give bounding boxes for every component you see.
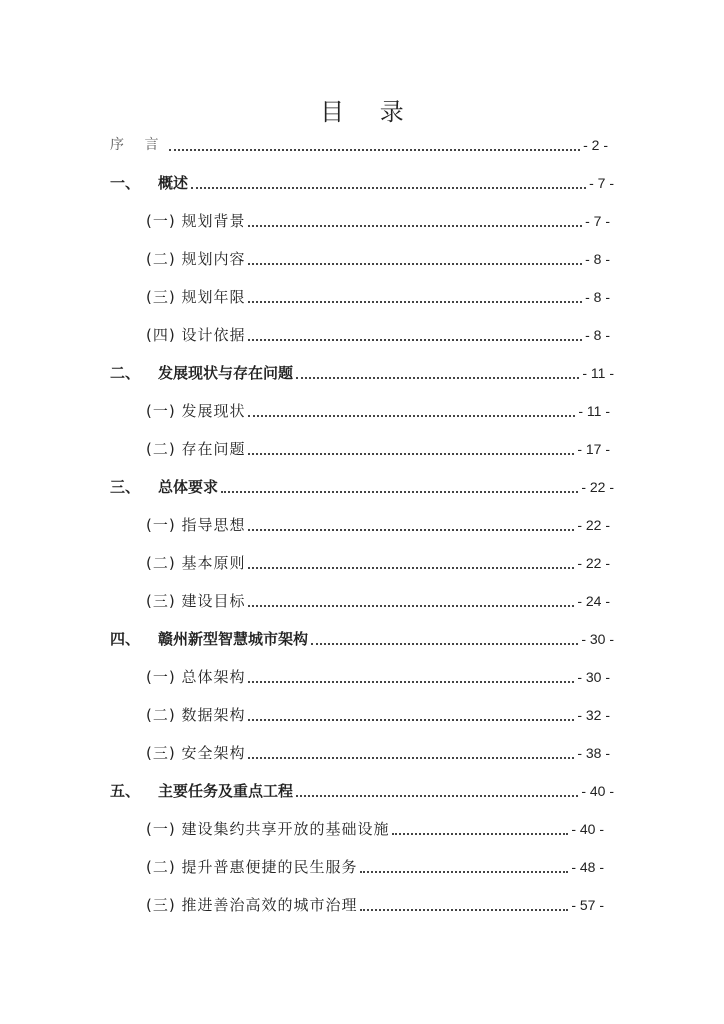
dot-leader (296, 376, 579, 379)
chapter-number: 五、 (110, 782, 141, 800)
toc-entry-section[interactable] (146, 323, 610, 347)
toc-entry-label: (一) 总体架构 (146, 668, 246, 686)
toc-entry-label: (二) 规划内容 (146, 250, 246, 268)
toc-entry-section[interactable] (146, 399, 610, 423)
page-title: 目 录 (320, 98, 418, 126)
dot-leader (248, 414, 575, 417)
dot-leader (311, 642, 578, 645)
dot-leader (248, 262, 582, 265)
toc-entry-label: (一) 指导思想 (146, 516, 246, 534)
toc-entry-page: - 7 - (585, 213, 610, 229)
toc-entry-preface[interactable] (110, 133, 608, 157)
toc-entry-page: - 11 - (578, 403, 610, 419)
dot-leader (248, 452, 574, 455)
dot-leader (360, 908, 568, 911)
toc-entry-section[interactable] (146, 285, 610, 309)
toc-entry-page: - 40 - (571, 821, 604, 837)
toc-entry-label: (二) 提升普惠便捷的民生服务 (146, 858, 358, 876)
toc-entry-section[interactable] (146, 247, 610, 271)
dot-leader (248, 224, 582, 227)
chapter-number: 一、 (110, 174, 141, 192)
toc-entry-section[interactable] (146, 741, 610, 765)
toc-entry-section[interactable] (146, 703, 610, 727)
toc-entry-page: - 22 - (577, 517, 610, 533)
toc-entry-page: - 57 - (571, 897, 604, 913)
toc-entry-section[interactable] (146, 551, 610, 575)
toc-entry-page: - 48 - (571, 859, 604, 875)
toc-entry-label: (三) 推进善治高效的城市治理 (146, 896, 358, 914)
toc-entry-chapter[interactable] (110, 361, 614, 385)
toc-entry-chapter[interactable] (110, 171, 614, 195)
toc-entry-label: (四) 设计依据 (146, 326, 246, 344)
dot-leader (191, 186, 586, 189)
toc-entry-page: - 8 - (585, 251, 610, 267)
toc-entry-label: (三) 规划年限 (146, 288, 246, 306)
toc-entry-section[interactable] (146, 437, 610, 461)
toc-entry-page: - 2 - (583, 137, 608, 153)
dot-leader (296, 794, 578, 797)
toc-entry-page: - 40 - (581, 783, 614, 799)
toc-entry-label: (二) 数据架构 (146, 706, 246, 724)
toc-entry-section[interactable] (146, 817, 604, 841)
chapter-number: 三、 (110, 478, 141, 496)
toc-entry-label: 序 言 (110, 137, 167, 153)
toc-entry-section[interactable] (146, 209, 610, 233)
chapter-number: 二、 (110, 364, 141, 382)
toc-entry-page: - 8 - (585, 327, 610, 343)
toc-entry-label: (三) 建设目标 (146, 592, 246, 610)
chapter-number: 四、 (110, 630, 141, 648)
toc-entry-page: - 11 - (582, 365, 614, 381)
toc-entry-label: (一) 规划背景 (146, 212, 246, 230)
toc-entry-chapter[interactable] (110, 627, 614, 651)
dot-leader (221, 490, 578, 493)
toc-entry-chapter[interactable] (110, 779, 614, 803)
toc-entry-label: (三) 安全架构 (146, 744, 246, 762)
toc-entry-page: - 30 - (577, 669, 610, 685)
toc-entry-section[interactable] (146, 665, 610, 689)
toc-entry-label: (一) 发展现状 (146, 402, 246, 420)
toc-entry-page: - 32 - (577, 707, 610, 723)
dot-leader (392, 832, 568, 835)
toc-entry-page: - 8 - (585, 289, 610, 305)
toc-entry-page: - 38 - (577, 745, 610, 761)
dot-leader (248, 718, 574, 721)
toc-entry-section[interactable] (146, 855, 604, 879)
toc-entry-page: - 24 - (577, 593, 610, 609)
toc-entry-label: (一) 建设集约共享开放的基础设施 (146, 820, 390, 838)
dot-leader (360, 870, 568, 873)
dot-leader (248, 756, 574, 759)
toc-entry-page: - 7 - (589, 175, 614, 191)
toc-entry-label: 发展现状与存在问题 (158, 364, 294, 382)
toc-entry-section[interactable] (146, 893, 604, 917)
toc-entry-label: (二) 存在问题 (146, 440, 246, 458)
toc-entry-page: - 17 - (577, 441, 610, 457)
dot-leader (248, 528, 574, 531)
toc-entry-label: 主要任务及重点工程 (158, 782, 294, 800)
dot-leader (248, 338, 582, 341)
toc-entry-page: - 22 - (581, 479, 614, 495)
dot-leader (248, 300, 582, 303)
toc-entry-section[interactable] (146, 589, 610, 613)
dot-leader (248, 566, 574, 569)
toc-entry-page: - 22 - (577, 555, 610, 571)
toc-entry-label: 总体要求 (158, 478, 219, 496)
toc-entry-label: (二) 基本原则 (146, 554, 246, 572)
toc-entry-label: 赣州新型智慧城市架构 (158, 630, 309, 648)
toc-entry-page: - 30 - (581, 631, 614, 647)
toc-entry-section[interactable] (146, 513, 610, 537)
toc-entry-label: 概述 (158, 174, 189, 192)
dot-leader (248, 680, 574, 683)
dot-leader (248, 604, 574, 607)
toc-entry-chapter[interactable] (110, 475, 614, 499)
dot-leader (169, 148, 580, 151)
